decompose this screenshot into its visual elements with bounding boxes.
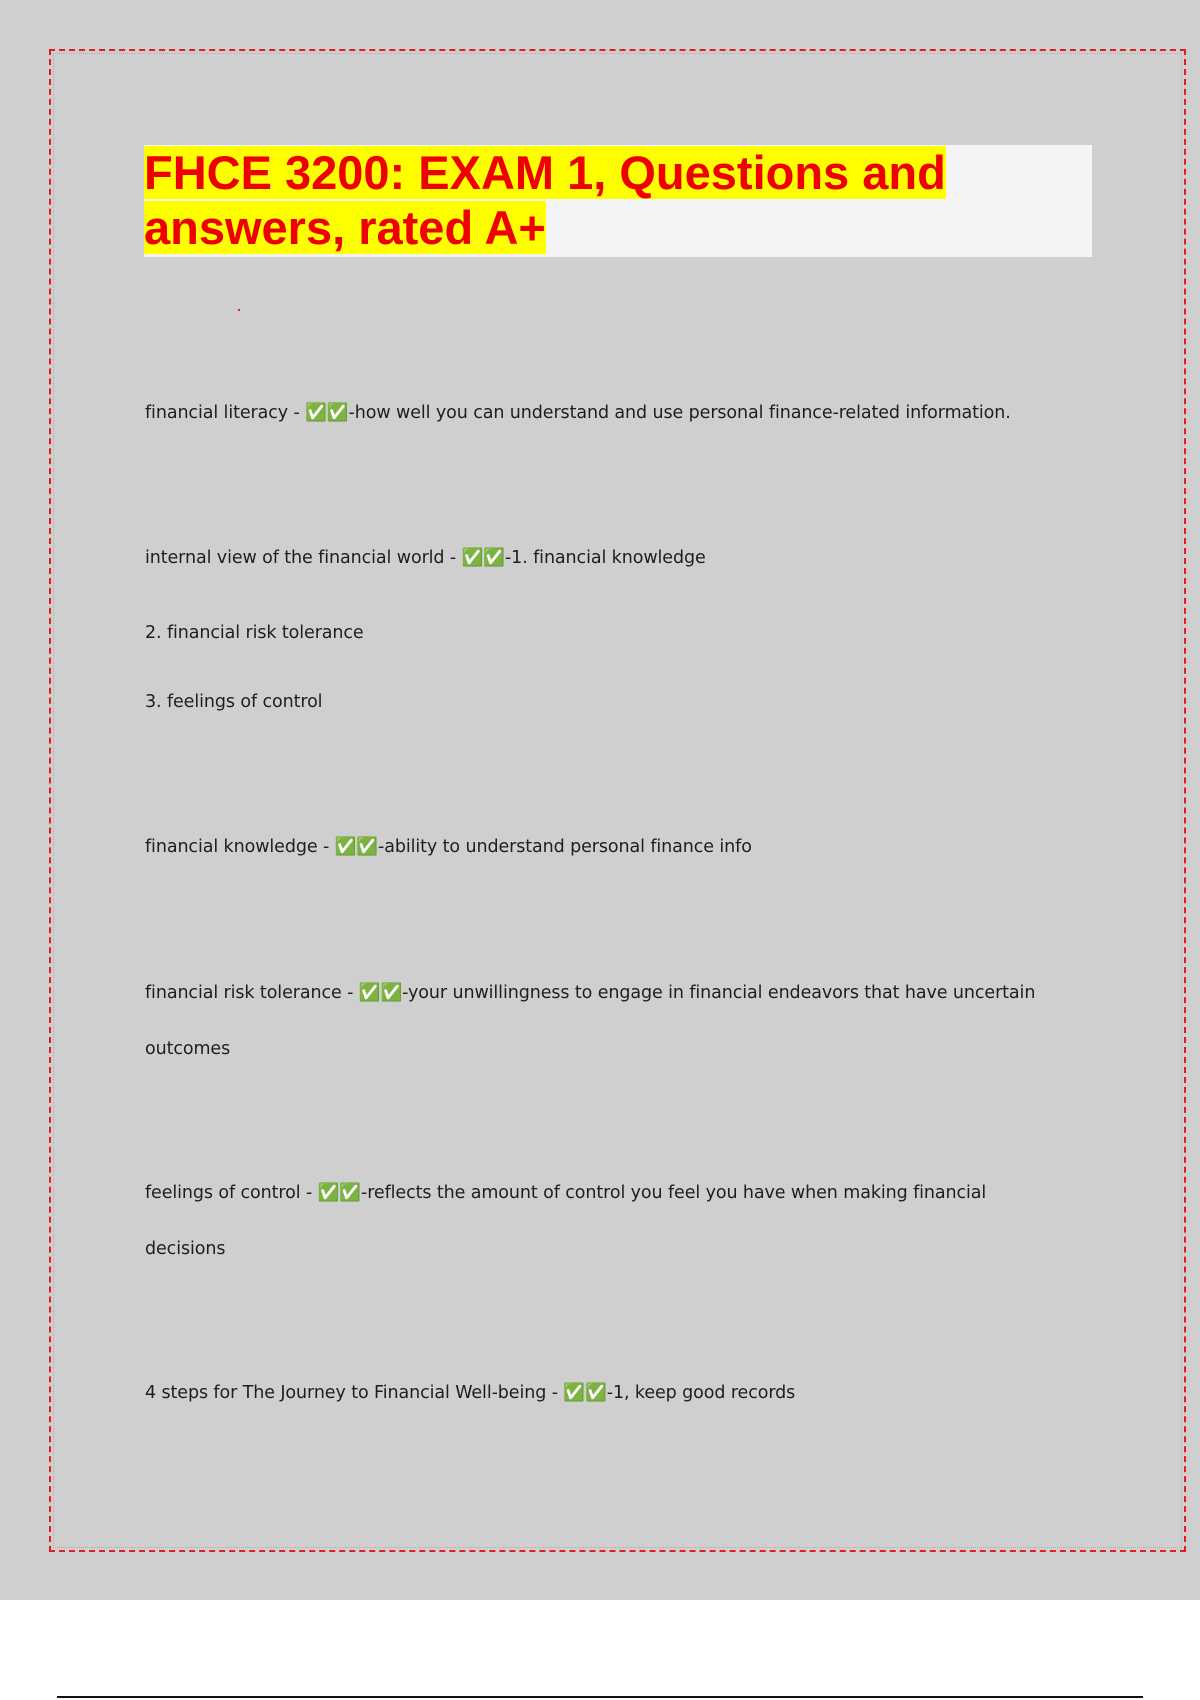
red-dot-mark — [238, 309, 240, 311]
text-line-internal-view: internal view of the financial world - ✅✅-1. financial knowledge — [145, 548, 706, 568]
text-line-decisions: decisions — [145, 1239, 226, 1259]
footer-rule — [57, 1696, 1143, 1698]
page-border-inner — [53, 53, 1182, 1548]
document-title — [144, 145, 1004, 255]
text-line-feelings-of-control: feelings of control - ✅✅-reflects the amount of control you feel you have when making financial — [145, 1183, 987, 1203]
title-line-1: FHCE 3200: EXAM 1, Questions and — [144, 146, 946, 199]
title-line-2: answers, rated A+ — [144, 201, 546, 254]
text-line-financial-knowledge: financial knowledge - ✅✅-ability to understand personal finance info — [145, 837, 752, 857]
text-line-feelings-item: 3. feelings of control — [145, 692, 323, 712]
text-line-outcomes: outcomes — [145, 1039, 231, 1059]
text-line-risk-tolerance-item: 2. financial risk tolerance — [145, 623, 364, 643]
text-line-four-steps: 4 steps for The Journey to Financial Well-being - ✅✅-1, keep good records — [145, 1383, 796, 1403]
text-line-financial-risk-tolerance: financial risk tolerance - ✅✅-your unwillingness to engage in financial endeavors that have uncertain — [145, 983, 1036, 1003]
text-line-financial-literacy: financial literacy - ✅✅-how well you can understand and use personal finance-related information. — [145, 403, 1011, 423]
